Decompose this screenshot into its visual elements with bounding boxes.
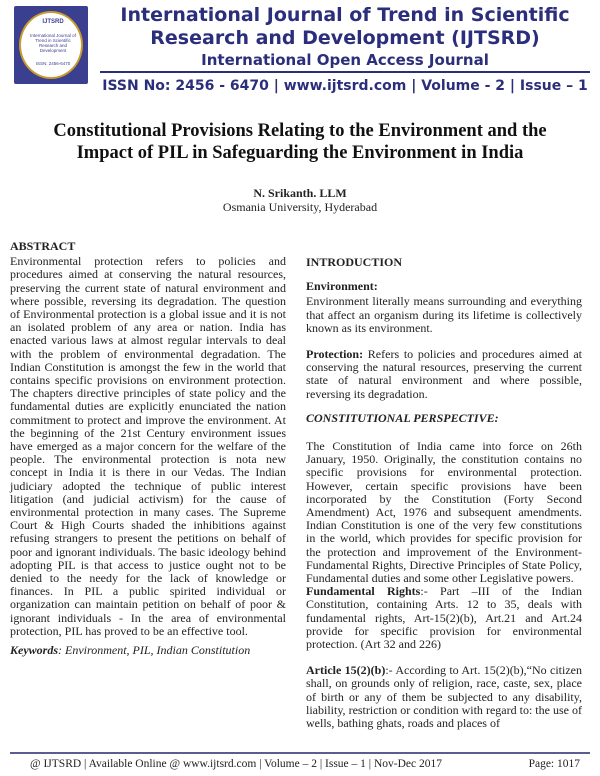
article-15-label: Article 15(2)(b) (306, 663, 386, 678)
constitutional-text: The Constitution of India came into force on 26th January, 1950. Originally, the constitution contains no specific provisions for environmental protection. However, certain specific provisions have been incorporated by the Constitution (Forty Second Amendment) Act, 1976 and subsequent amendments. Indian Constitution is one of the very few constitutions in the world, which provides for specific provision for the protection and improvement of the Environment-Fundamental Rights, Directive Principles of State Policy, Fundamental duties and some other Legislative powers. (306, 439, 582, 586)
constitutional-heading: CONSTITUTIONAL PERSPECTIVE: (306, 410, 499, 425)
author-name: N. Srikanth. LLM (253, 186, 347, 200)
keywords-label: Keywords (10, 643, 58, 658)
page-number: Page: 1017 (528, 758, 580, 770)
author-block (0, 186, 600, 214)
footer-text: @ IJTSRD | Available Online @ www.ijtsrd.com | Volume – 2 | Issue – 1 | Nov-Dec 2017 (30, 758, 442, 770)
keywords (10, 644, 286, 657)
paper-title: Constitutional Provisions Relating to the Environment and the Impact of PIL in Safeguarding the Environment in India (53, 121, 547, 163)
protection-text: Refers to policies and procedures aimed at conserving the natural resources, preserving the current state of natural environment and where possible, reversing its degradation. (306, 347, 582, 401)
environment-heading: Environment: (306, 279, 378, 294)
left-column (10, 240, 286, 657)
abstract-heading: ABSTRACT (10, 239, 76, 253)
abstract-text: Environmental protection refers to policies and procedures aimed at conserving the natural resources, preserving the current state of natural environment and where possible, reversing its degradation. The question of Environmental protection is a global issue and it is not an isolated problem of any area or nation. India has enacted various laws at almost regular intervals to deal with the problem of environmental degradation. The Indian Constitution is amongst the few in the world that contains specific provisions on environment protection. The chapters directive principles of state policy and the fundamental duties are explicitly enunciated the nation commitment to protect and improve the environment. At the beginning of the 21st Century environment issues have emerged as a major concern for the welfare of the people. The environmental protection is nota new concept in India it is there in our Vedas. The Indian judiciary adopted the technique of public interest litigation (and judicial activism) for the cause of environmental protection in many cases. The Supreme Court & High Courts shaded the inhibitions against refusing strangers to present the petitions on behalf of poor and ignorant individuals. The basic ideology behind adopting PIL is that access to justice ought not to be denied to the needy for the lack of knowledge or finances. In PIL a public spirited individual or organization can maintain petition on behalf of poor & ignorant individuals - In the area of environmental protection, PIL has proved to be an effective tool. (10, 254, 286, 638)
introduction-heading: INTRODUCTION (306, 255, 403, 269)
fundamental-rights-paragraph (306, 585, 582, 651)
open-access-label: International Open Access Journal (201, 51, 489, 69)
banner-divider (100, 71, 590, 73)
article-15-paragraph (306, 664, 582, 730)
protection-paragraph (306, 348, 582, 401)
author-affiliation: Osmania University, Hyderabad (222, 200, 378, 214)
protection-label: Protection: (306, 347, 364, 362)
environment-text: Environment literally means surrounding and everything that affect an organism during its lifetime is collectively known as its environment. (306, 294, 582, 335)
page-footer (0, 752, 600, 776)
journal-name-line1: International Journal of Trend in Scientific (120, 4, 570, 26)
journal-logo: IJTSRD International Journal of Trend in Scientific Research and Development ISSN: 2456-6470 (14, 6, 88, 84)
footer-divider (10, 752, 590, 754)
article-15-text: :- According to Art. 15(2)(b),“No citizen shall, on grounds only of religion, race, caste, sex, place of birth or any of them be subjected to any disability, liability, restriction or condition with regard to: the use of wells, bathing ghats, roads and places of (306, 663, 583, 731)
fundamental-rights-label: Fundamental Rights (306, 584, 421, 599)
journal-banner (0, 0, 600, 104)
fundamental-rights-text: :- Part –III of the Indian Constitution, containing Arts. 12 to 35, deals with fundamental rights, Art-15(2)(b), Art.21 and Art.24 provide for specific provision for environmental protection. (Art 32 and 226) (306, 584, 582, 652)
journal-name-line2: Research and Development (IJTSRD) (150, 27, 540, 49)
issn-line: ISSN No: 2456 - 6470 | www.ijtsrd.com | Volume - 2 | Issue – 1 (102, 78, 588, 94)
right-column (306, 256, 582, 730)
keywords-text: : Environment, PIL, Indian Constitution (58, 643, 251, 658)
